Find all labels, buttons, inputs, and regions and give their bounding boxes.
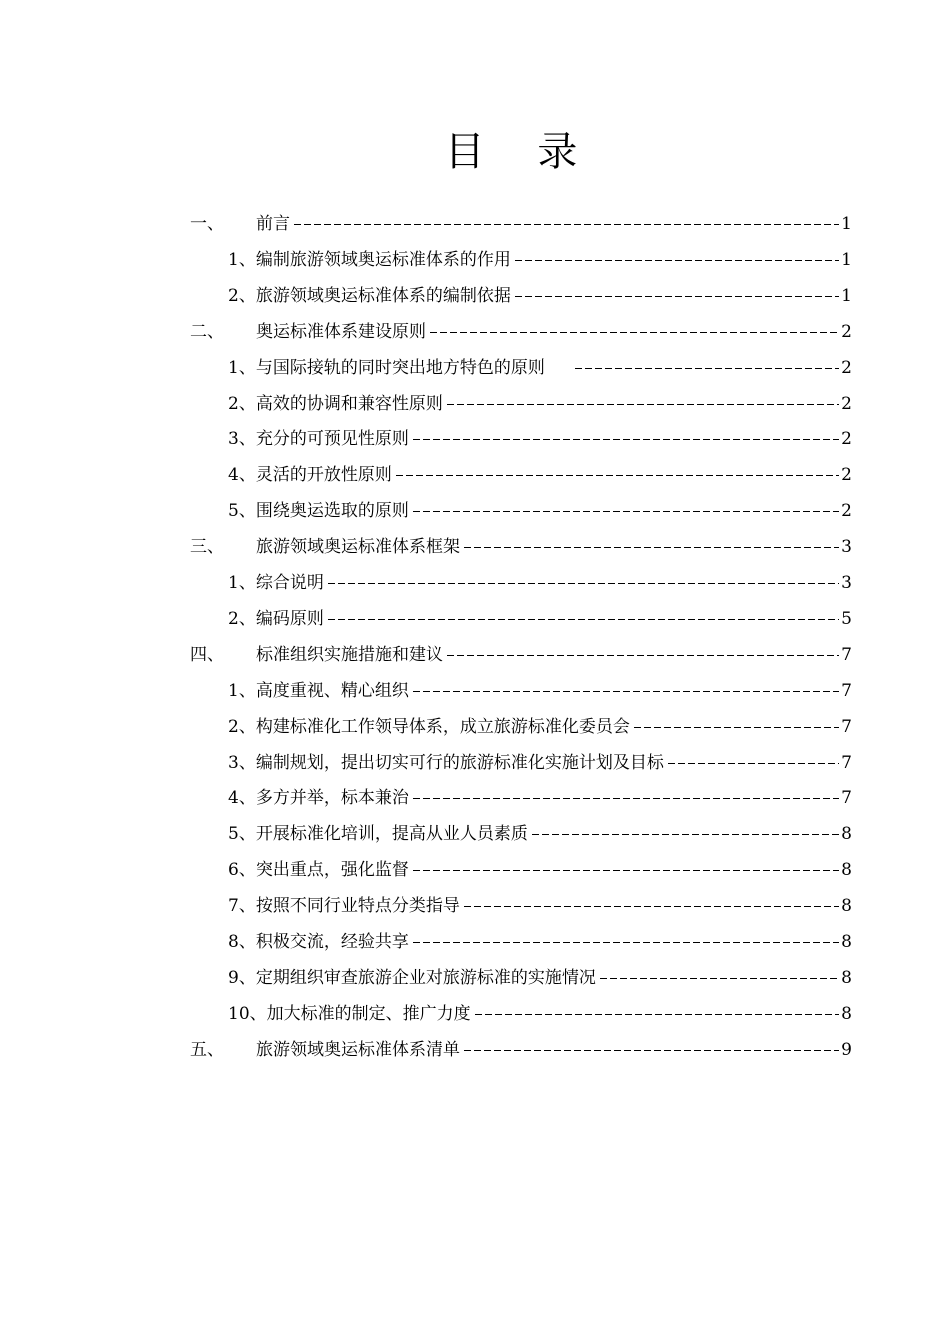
toc-subsection-row[interactable] — [228, 745, 852, 781]
toc-entry-number: 6、 — [228, 860, 256, 880]
toc-page-number: 5 — [841, 609, 852, 629]
toc-page-number: 2 — [841, 394, 852, 414]
toc-subsection-row[interactable] — [228, 816, 852, 852]
toc-entry-number: 2、 — [228, 394, 256, 414]
toc-dot-leader — [634, 727, 839, 728]
toc-subsection-row[interactable] — [228, 852, 852, 888]
toc-entry-number: 四、 — [190, 645, 224, 665]
toc-entry-label: 加大标准的制定、推广力度 — [266, 1004, 471, 1024]
toc-subsection-row[interactable] — [228, 242, 852, 278]
toc-page-number: 7 — [841, 645, 852, 665]
toc-page-number: 3 — [841, 573, 852, 593]
toc-entry-number: 4、 — [228, 788, 256, 808]
toc-subsection-row[interactable] — [228, 350, 852, 386]
toc-entry-label: 旅游领域奥运标准体系框架 — [256, 537, 460, 557]
toc-page-number: 7 — [841, 788, 852, 808]
toc-dot-leader — [515, 260, 839, 261]
toc-entry-label: 编制规划，提出切实可行的旅游标准化实施计划及目标 — [255, 753, 664, 773]
toc-subsection-row[interactable] — [228, 780, 852, 816]
toc-entry-label: 标准组织实施措施和建议 — [256, 645, 443, 665]
toc-subsection-row[interactable] — [228, 278, 852, 314]
toc-title: 目 录 — [444, 129, 598, 175]
toc-entry-number: 1、 — [228, 250, 256, 270]
toc-entry-number: 5、 — [228, 824, 256, 844]
toc-entry-label: 高效的协调和兼容性原则 — [255, 394, 443, 414]
toc-dot-leader — [447, 404, 839, 405]
toc-entry-label: 按照不同行业特点分类指导 — [255, 896, 460, 916]
toc-dot-leader — [532, 834, 839, 835]
toc-dot-leader — [464, 1050, 839, 1051]
toc-dot-leader — [430, 332, 839, 333]
toc-entry-label: 与国际接轨的同时突出地方特色的原则 — [255, 358, 545, 378]
toc-page-number: 7 — [841, 681, 852, 701]
toc-entry-number: 9、 — [228, 968, 256, 988]
toc-page-number: 8 — [841, 1004, 852, 1024]
toc-entry-number: 五、 — [190, 1040, 224, 1060]
toc-dot-leader — [464, 547, 839, 548]
toc-dot-leader — [475, 1014, 840, 1015]
toc-entry-number: 5、 — [228, 501, 256, 521]
toc-subsection-row[interactable] — [228, 457, 852, 493]
toc-entry-label: 奥运标准体系建设原则 — [256, 322, 426, 342]
toc-dot-leader — [600, 978, 839, 979]
toc-subsection-row[interactable] — [228, 996, 852, 1032]
toc-page-number: 2 — [841, 358, 852, 378]
toc-subsection-row[interactable] — [228, 709, 852, 745]
toc-entry-number: 三、 — [190, 537, 224, 557]
toc-section-row[interactable] — [190, 637, 852, 673]
toc-dot-leader — [413, 511, 839, 512]
toc-dot-leader — [515, 296, 839, 297]
toc-page-number: 8 — [841, 860, 852, 880]
toc-dot-leader — [668, 763, 839, 764]
toc-section-row[interactable] — [190, 1032, 852, 1068]
toc-entry-number: 2、 — [228, 717, 256, 737]
toc-page-number: 2 — [841, 465, 852, 485]
toc-entry-label: 多方并举，标本兼治 — [255, 788, 409, 808]
toc-dot-leader — [328, 583, 839, 584]
toc-dot-leader — [396, 475, 839, 476]
toc-page-number: 2 — [841, 429, 852, 449]
toc-page-number: 8 — [841, 932, 852, 952]
toc-page-number: 8 — [841, 968, 852, 988]
toc-entry-label: 旅游领域奥运标准体系清单 — [256, 1040, 460, 1060]
toc-subsection-row[interactable] — [228, 565, 852, 601]
toc-page-number: 1 — [841, 214, 852, 234]
toc-page-number: 8 — [841, 896, 852, 916]
toc-page-number: 8 — [841, 824, 852, 844]
toc-entry-number: 10、 — [228, 1004, 267, 1024]
toc-entry-number: 2、 — [228, 286, 256, 306]
toc-page-number: 1 — [841, 250, 852, 270]
toc-subsection-row[interactable] — [228, 673, 852, 709]
toc-section-row[interactable] — [190, 529, 852, 565]
toc-entry-label: 编码原则 — [255, 609, 324, 629]
toc-dot-leader — [328, 619, 839, 620]
toc-entry-number: 2、 — [228, 609, 256, 629]
toc-subsection-row[interactable] — [228, 960, 852, 996]
toc-entry-label: 积极交流，经验共享 — [255, 932, 409, 952]
toc-entry-label: 充分的可预见性原则 — [255, 429, 409, 449]
toc-subsection-row[interactable] — [228, 888, 852, 924]
toc-entry-label: 灵活的开放性原则 — [255, 465, 392, 485]
toc-dot-leader — [464, 906, 839, 907]
toc-subsection-row[interactable] — [228, 601, 852, 637]
toc-dot-leader — [447, 655, 839, 656]
toc-entry-number: 一、 — [190, 214, 224, 234]
toc-entry-number: 1、 — [228, 681, 256, 701]
toc-dot-leader — [413, 439, 839, 440]
toc-entry-label: 围绕奥运选取的原则 — [255, 501, 409, 521]
toc-entry-label: 旅游领域奥运标准体系的编制依据 — [255, 286, 511, 306]
toc-entry-number: 3、 — [228, 753, 256, 773]
toc-dot-leader — [413, 870, 839, 871]
toc-page-number: 1 — [841, 286, 852, 306]
toc-entry-number: 1、 — [228, 358, 256, 378]
toc-page-number: 2 — [841, 322, 852, 342]
toc-entry-number: 1、 — [228, 573, 256, 593]
toc-entry-label: 突出重点，强化监督 — [255, 860, 409, 880]
toc-dot-leader — [575, 368, 839, 369]
toc-page-number: 7 — [841, 717, 852, 737]
toc-subsection-row[interactable] — [228, 924, 852, 960]
toc-entry-number: 3、 — [228, 429, 256, 449]
toc-entry-label: 开展标准化培训，提高从业人员素质 — [255, 824, 528, 844]
toc-page-number: 9 — [841, 1040, 852, 1060]
toc-entry-number: 4、 — [228, 465, 256, 485]
toc-entry-label: 构建标准化工作领导体系，成立旅游标准化委员会 — [255, 717, 630, 737]
toc-entry-label: 编制旅游领域奥运标准体系的作用 — [255, 250, 511, 270]
toc-subsection-row[interactable] — [228, 421, 852, 457]
toc-page-number: 2 — [841, 501, 852, 521]
toc-entry-number: 二、 — [190, 322, 224, 342]
toc-entry-label: 前言 — [256, 214, 290, 234]
toc-entry-number: 8、 — [228, 932, 256, 952]
toc-page-number: 7 — [841, 753, 852, 773]
toc-dot-leader — [413, 691, 839, 692]
toc-subsection-row[interactable] — [228, 493, 852, 529]
toc-entry-label: 高度重视、精心组织 — [255, 681, 409, 701]
toc-subsection-row[interactable] — [228, 386, 852, 422]
toc-section-row[interactable] — [190, 314, 852, 350]
toc-dot-leader — [413, 942, 839, 943]
toc-entry-number: 7、 — [228, 896, 256, 916]
toc-dot-leader — [294, 224, 839, 225]
toc-entry-label: 综合说明 — [255, 573, 324, 593]
toc-page-number: 3 — [841, 537, 852, 557]
toc-entry-label: 定期组织审查旅游企业对旅游标准的实施情况 — [255, 968, 596, 988]
toc-section-row[interactable] — [190, 206, 852, 242]
toc-dot-leader — [413, 798, 839, 799]
